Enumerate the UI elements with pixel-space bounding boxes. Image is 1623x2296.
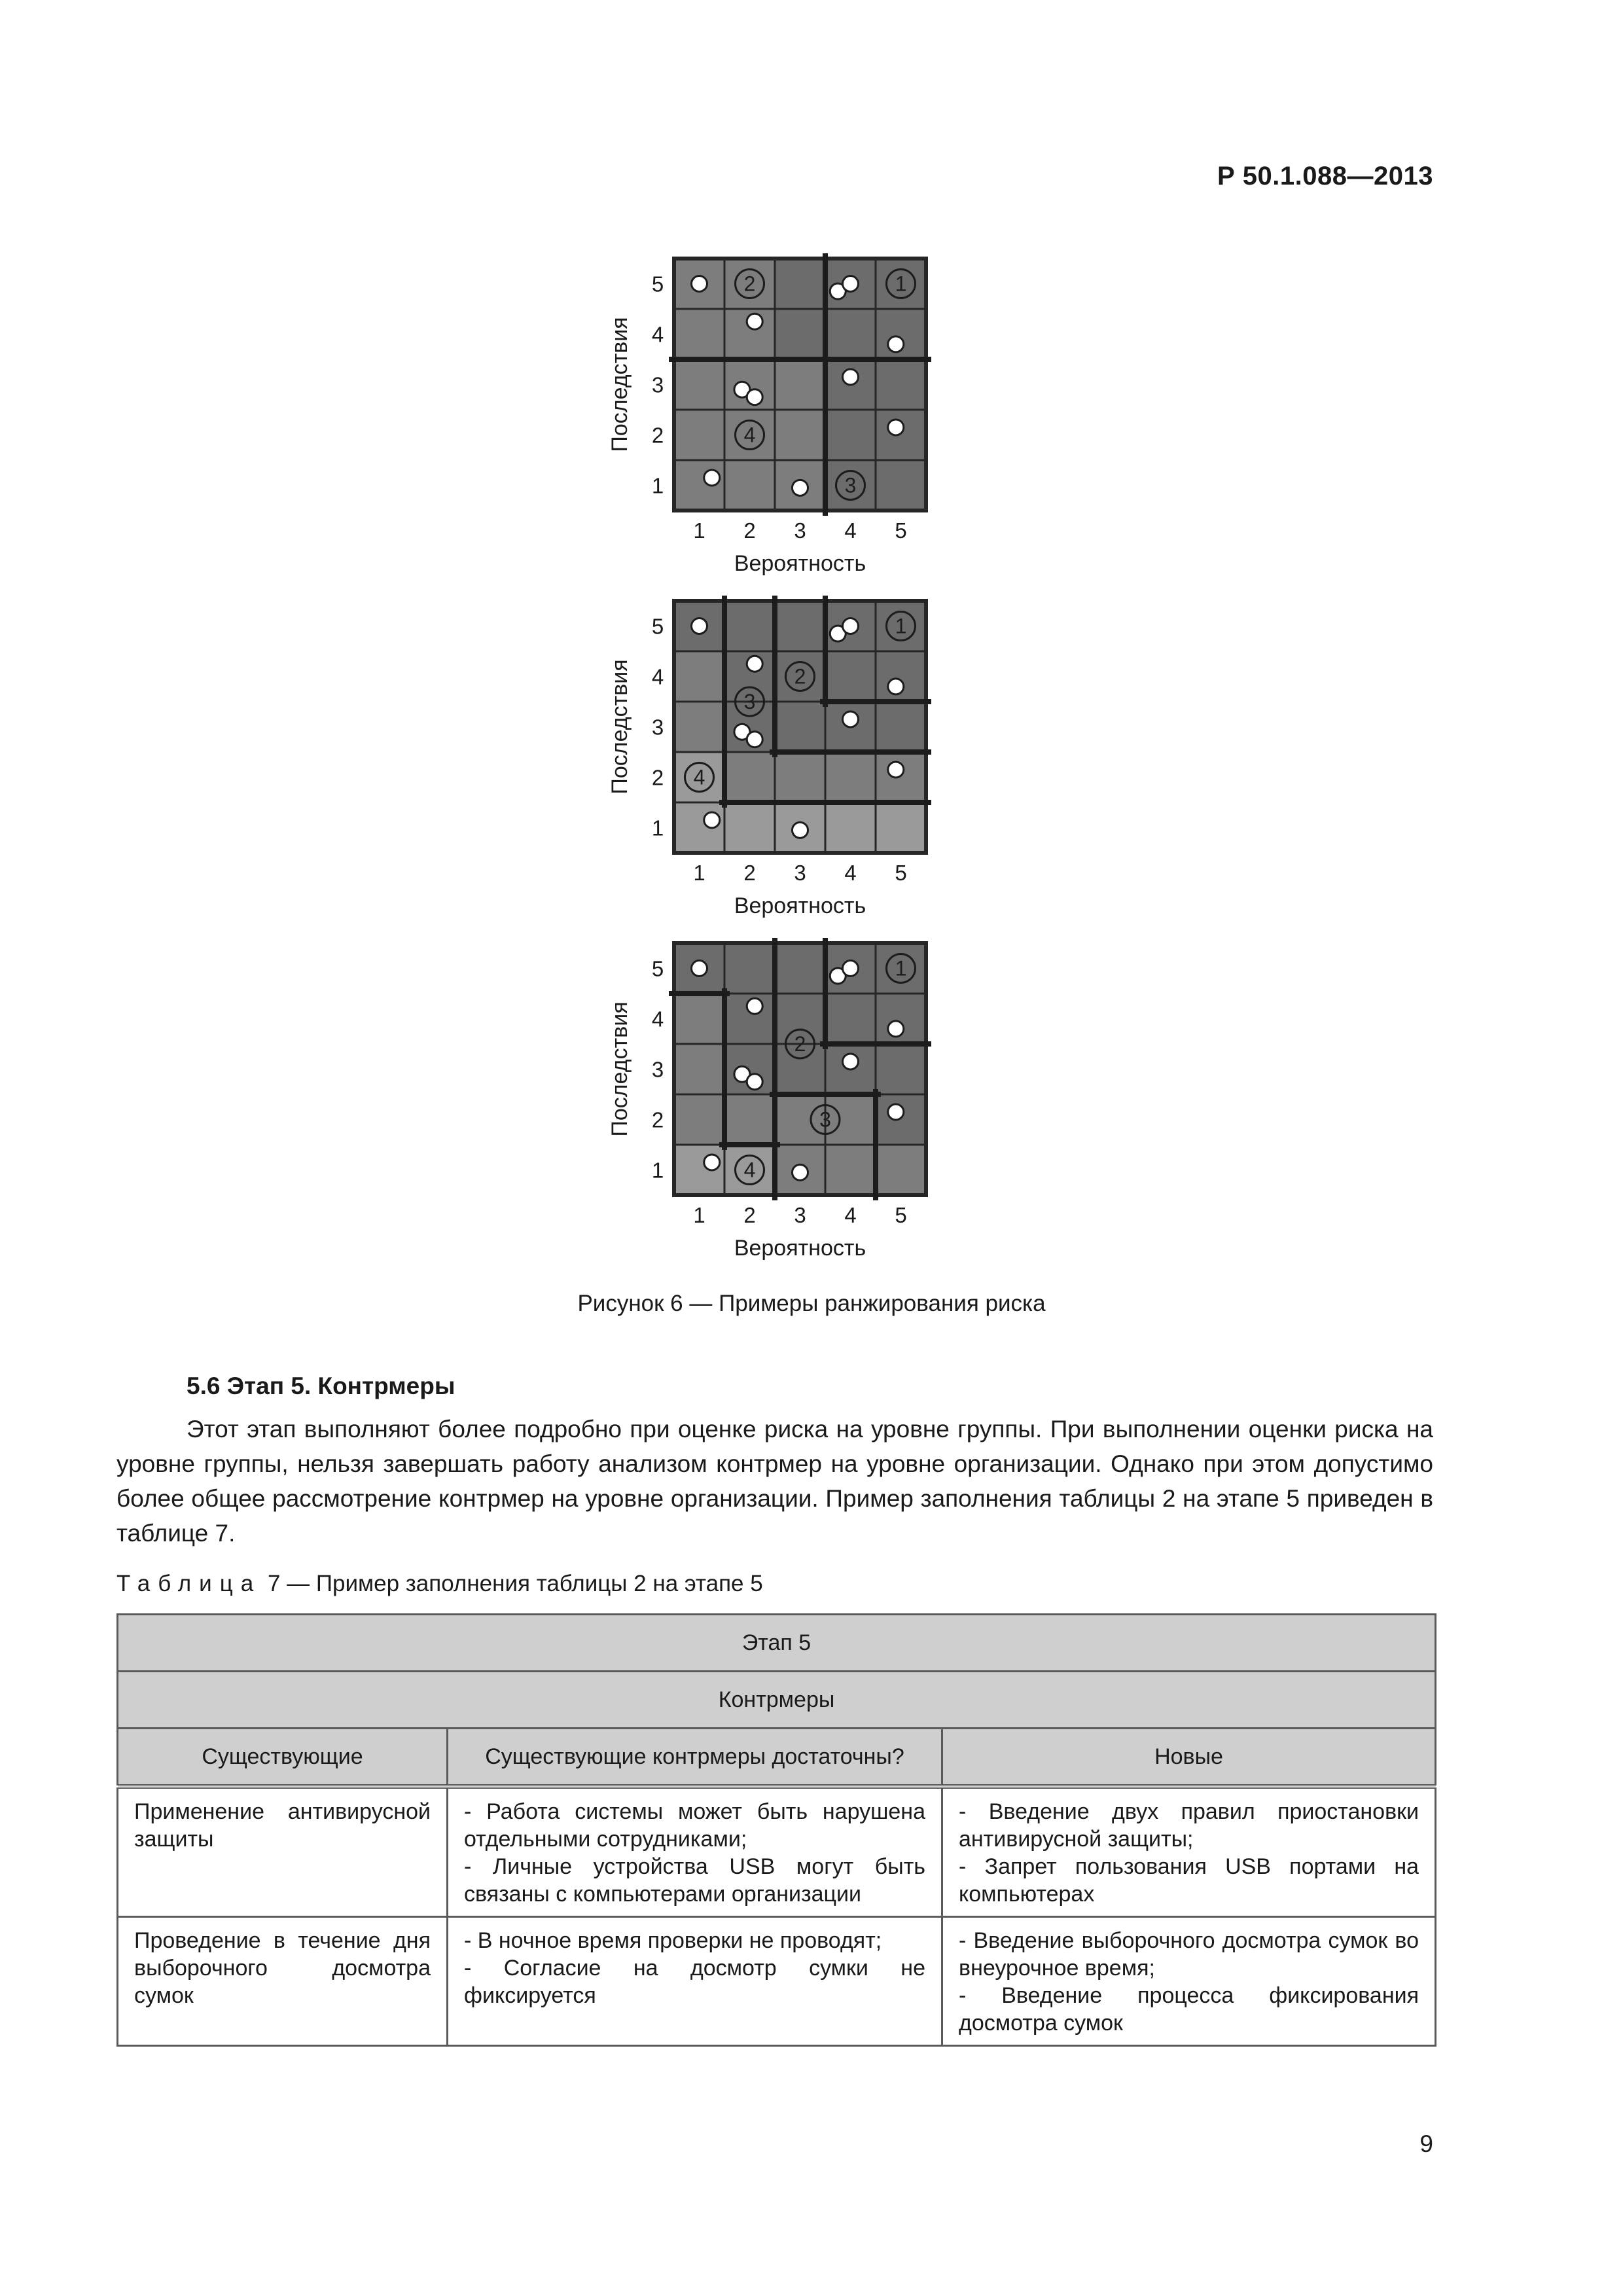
risk-point [888, 1104, 904, 1120]
table-title [116, 1571, 763, 1597]
zone-label: 2 [743, 272, 756, 296]
matrix-cell [775, 943, 825, 994]
cell-sufficient [448, 1787, 942, 1917]
cell-existing: Применение антивирусной защиты [118, 1787, 448, 1917]
section-paragraph: Этот этап выполняют более подробно при оценке риска на уровне группы. При выполнении оценки риска на уровне группы, нельзя завершать работу анализом контрмер на уровне организации. Однако при этом допустимо более общее рассмотрение контрмер на уровне организации. Пример заполнения таблицы 2 на этапе 5 приведен в таблице 7. [116, 1416, 1433, 1547]
matrix-cell [876, 1094, 926, 1145]
risk-matrix-2 [589, 584, 969, 925]
document-number: Р 50.1.088—2013 [1217, 162, 1433, 190]
matrix-cell [825, 1094, 876, 1145]
column-header-sufficient: Существующие контрмеры достаточны? [448, 1729, 942, 1787]
x-tick-label: 1 [693, 518, 705, 543]
matrix-cell [825, 802, 876, 853]
matrix-cell [775, 601, 825, 651]
matrix-cell [724, 943, 775, 994]
matrix-cell [775, 259, 825, 309]
zone-label: 1 [895, 956, 907, 980]
matrix-cell [674, 994, 724, 1044]
matrix-cell [876, 651, 926, 702]
cell-line: - Введение процесса фиксирования досмотра сумок [959, 1983, 1419, 2036]
matrix-cell [775, 410, 825, 460]
risk-point [843, 711, 859, 727]
matrix-cell [775, 752, 825, 802]
risk-point [888, 420, 904, 435]
y-tick-label: 3 [651, 372, 664, 397]
risk-point [843, 276, 859, 292]
y-axis-label: Последствия [607, 317, 632, 452]
cell-existing: Проведение в течение дня выборочного досмотра сумок [118, 1917, 448, 2046]
matrix-cell [876, 994, 926, 1044]
matrix-cell [724, 752, 775, 802]
group-header: Контрмеры [118, 1672, 1436, 1729]
matrix-cell [674, 802, 724, 853]
matrix-cell [876, 752, 926, 802]
x-tick-label: 1 [693, 861, 705, 885]
cell-line: - Введение двух правил приостановки антивирусной защиты; [959, 1799, 1419, 1852]
matrix-cell [825, 651, 876, 702]
figure-caption: Рисунок 6 — Примеры ранжирования риска [577, 1291, 1046, 1316]
matrix-cell [876, 309, 926, 359]
y-axis-label: Последствия [607, 1001, 632, 1137]
zone-label: 4 [693, 765, 705, 789]
x-tick-label: 2 [743, 518, 756, 543]
x-axis-label: Вероятность [734, 1236, 866, 1261]
table-title-word: Таблица [116, 1571, 262, 1596]
zone-label: 3 [819, 1107, 831, 1132]
x-tick-label: 3 [794, 518, 806, 543]
matrix-cell [674, 1145, 724, 1195]
matrix-cell [825, 752, 876, 802]
matrix-cell [674, 359, 724, 410]
risk-point [793, 822, 808, 838]
y-tick-label: 1 [651, 1158, 664, 1183]
y-tick-label: 2 [651, 765, 664, 790]
matrix-cell [876, 702, 926, 752]
zone-label: 3 [844, 473, 857, 497]
x-tick-label: 4 [844, 518, 857, 543]
y-tick-label: 2 [651, 423, 664, 448]
matrix-cell [674, 1094, 724, 1145]
matrix-cell [775, 1094, 825, 1145]
matrix-cell [876, 1145, 926, 1195]
risk-point [747, 656, 762, 672]
matrix-cell [674, 1044, 724, 1094]
y-tick-label: 3 [651, 1057, 664, 1082]
y-tick-label: 3 [651, 715, 664, 740]
risk-matrix-3 [589, 927, 969, 1267]
risk-matrix-1 [589, 242, 969, 583]
risk-point [843, 369, 859, 385]
cell-line: - Введение выборочного досмотра сумок во внеурочное время; [959, 1928, 1419, 1981]
x-tick-label: 4 [844, 861, 857, 885]
risk-point [747, 998, 762, 1014]
matrix-cell [724, 1094, 775, 1145]
risk-point [888, 762, 904, 778]
y-tick-label: 1 [651, 816, 664, 840]
table-row [118, 1787, 1436, 1917]
x-axis-label: Вероятность [734, 893, 866, 918]
zone-label: 1 [895, 272, 907, 296]
matrix-cell [825, 410, 876, 460]
stage-header: Этап 5 [118, 1615, 1436, 1672]
risk-point [692, 961, 707, 977]
x-tick-label: 5 [895, 1203, 907, 1227]
matrix-cell [724, 802, 775, 853]
page-number: 9 [1419, 2130, 1433, 2157]
matrix-cell [876, 1044, 926, 1094]
risk-point [843, 961, 859, 977]
matrix-cell [825, 1145, 876, 1195]
risk-point [692, 276, 707, 292]
zone-label: 3 [743, 690, 756, 713]
cell-line: - Запрет пользования USB портами на компьютерах [959, 1854, 1419, 1907]
x-tick-label: 5 [895, 861, 907, 885]
risk-point [747, 1074, 762, 1090]
zone-label: 4 [743, 1158, 756, 1182]
table-title-text: 7 — Пример заполнения таблицы 2 на этапе 5 [261, 1571, 763, 1596]
cell-line: - Личные устройства USB могут быть связаны с компьютерами организации [464, 1854, 925, 1907]
risk-point [888, 1021, 904, 1037]
matrix-cell [674, 702, 724, 752]
cell-line: - Согласие на досмотр сумки не фиксируется [464, 1956, 925, 2008]
risk-point [793, 1164, 808, 1180]
risk-point [888, 679, 904, 694]
x-tick-label: 1 [693, 1203, 705, 1227]
matrix-cell [876, 410, 926, 460]
y-tick-label: 5 [651, 956, 664, 981]
matrix-cell [825, 994, 876, 1044]
x-tick-label: 2 [743, 861, 756, 885]
matrix-cell [724, 460, 775, 511]
matrix-cell [775, 309, 825, 359]
matrix-cell [724, 601, 775, 651]
matrix-cell [825, 309, 876, 359]
risk-point [793, 480, 808, 495]
cell-new [942, 1787, 1436, 1917]
matrix-cell [674, 410, 724, 460]
y-axis-label: Последствия [607, 659, 632, 795]
zone-label: 4 [743, 423, 756, 447]
risk-point [692, 619, 707, 634]
matrix-cell [876, 802, 926, 853]
matrix-cell [674, 651, 724, 702]
x-tick-label: 4 [844, 1203, 857, 1227]
cell-line: - Работа системы может быть нарушена отдельными сотрудниками; [464, 1799, 925, 1852]
matrix-cell [775, 359, 825, 410]
matrix-cell [674, 460, 724, 511]
y-tick-label: 1 [651, 473, 664, 498]
risk-point [747, 732, 762, 747]
countermeasures-table [116, 1613, 1436, 2047]
column-header-new: Новые [942, 1729, 1436, 1787]
table-row [118, 1917, 1436, 2046]
risk-point [747, 389, 762, 405]
risk-point [843, 619, 859, 634]
column-header-existing: Существующие [118, 1729, 448, 1787]
zone-label: 2 [794, 1032, 806, 1056]
y-tick-label: 4 [651, 664, 664, 689]
risk-point [704, 1155, 720, 1170]
cell-line: - В ночное время проверки не проводят; [464, 1928, 882, 1953]
y-tick-label: 4 [651, 1007, 664, 1031]
risk-point [704, 812, 720, 828]
x-axis-label: Вероятность [734, 551, 866, 576]
x-tick-label: 5 [895, 518, 907, 543]
zone-label: 1 [895, 614, 907, 638]
risk-point [843, 1054, 859, 1069]
zone-label: 2 [794, 664, 806, 689]
cell-new [942, 1917, 1436, 2046]
matrix-cell [775, 702, 825, 752]
risk-point [704, 470, 720, 486]
y-tick-label: 5 [651, 614, 664, 639]
section-heading: 5.6 Этап 5. Контрмеры [187, 1372, 455, 1399]
matrix-cell [876, 359, 926, 410]
x-tick-label: 2 [743, 1203, 756, 1227]
x-tick-label: 3 [794, 1203, 806, 1227]
matrix-cell [876, 460, 926, 511]
x-tick-label: 3 [794, 861, 806, 885]
risk-point [747, 314, 762, 329]
cell-sufficient [448, 1917, 942, 2046]
matrix-cell [674, 309, 724, 359]
y-tick-label: 2 [651, 1107, 664, 1132]
y-tick-label: 4 [651, 322, 664, 347]
risk-point [888, 336, 904, 352]
y-tick-label: 5 [651, 272, 664, 296]
